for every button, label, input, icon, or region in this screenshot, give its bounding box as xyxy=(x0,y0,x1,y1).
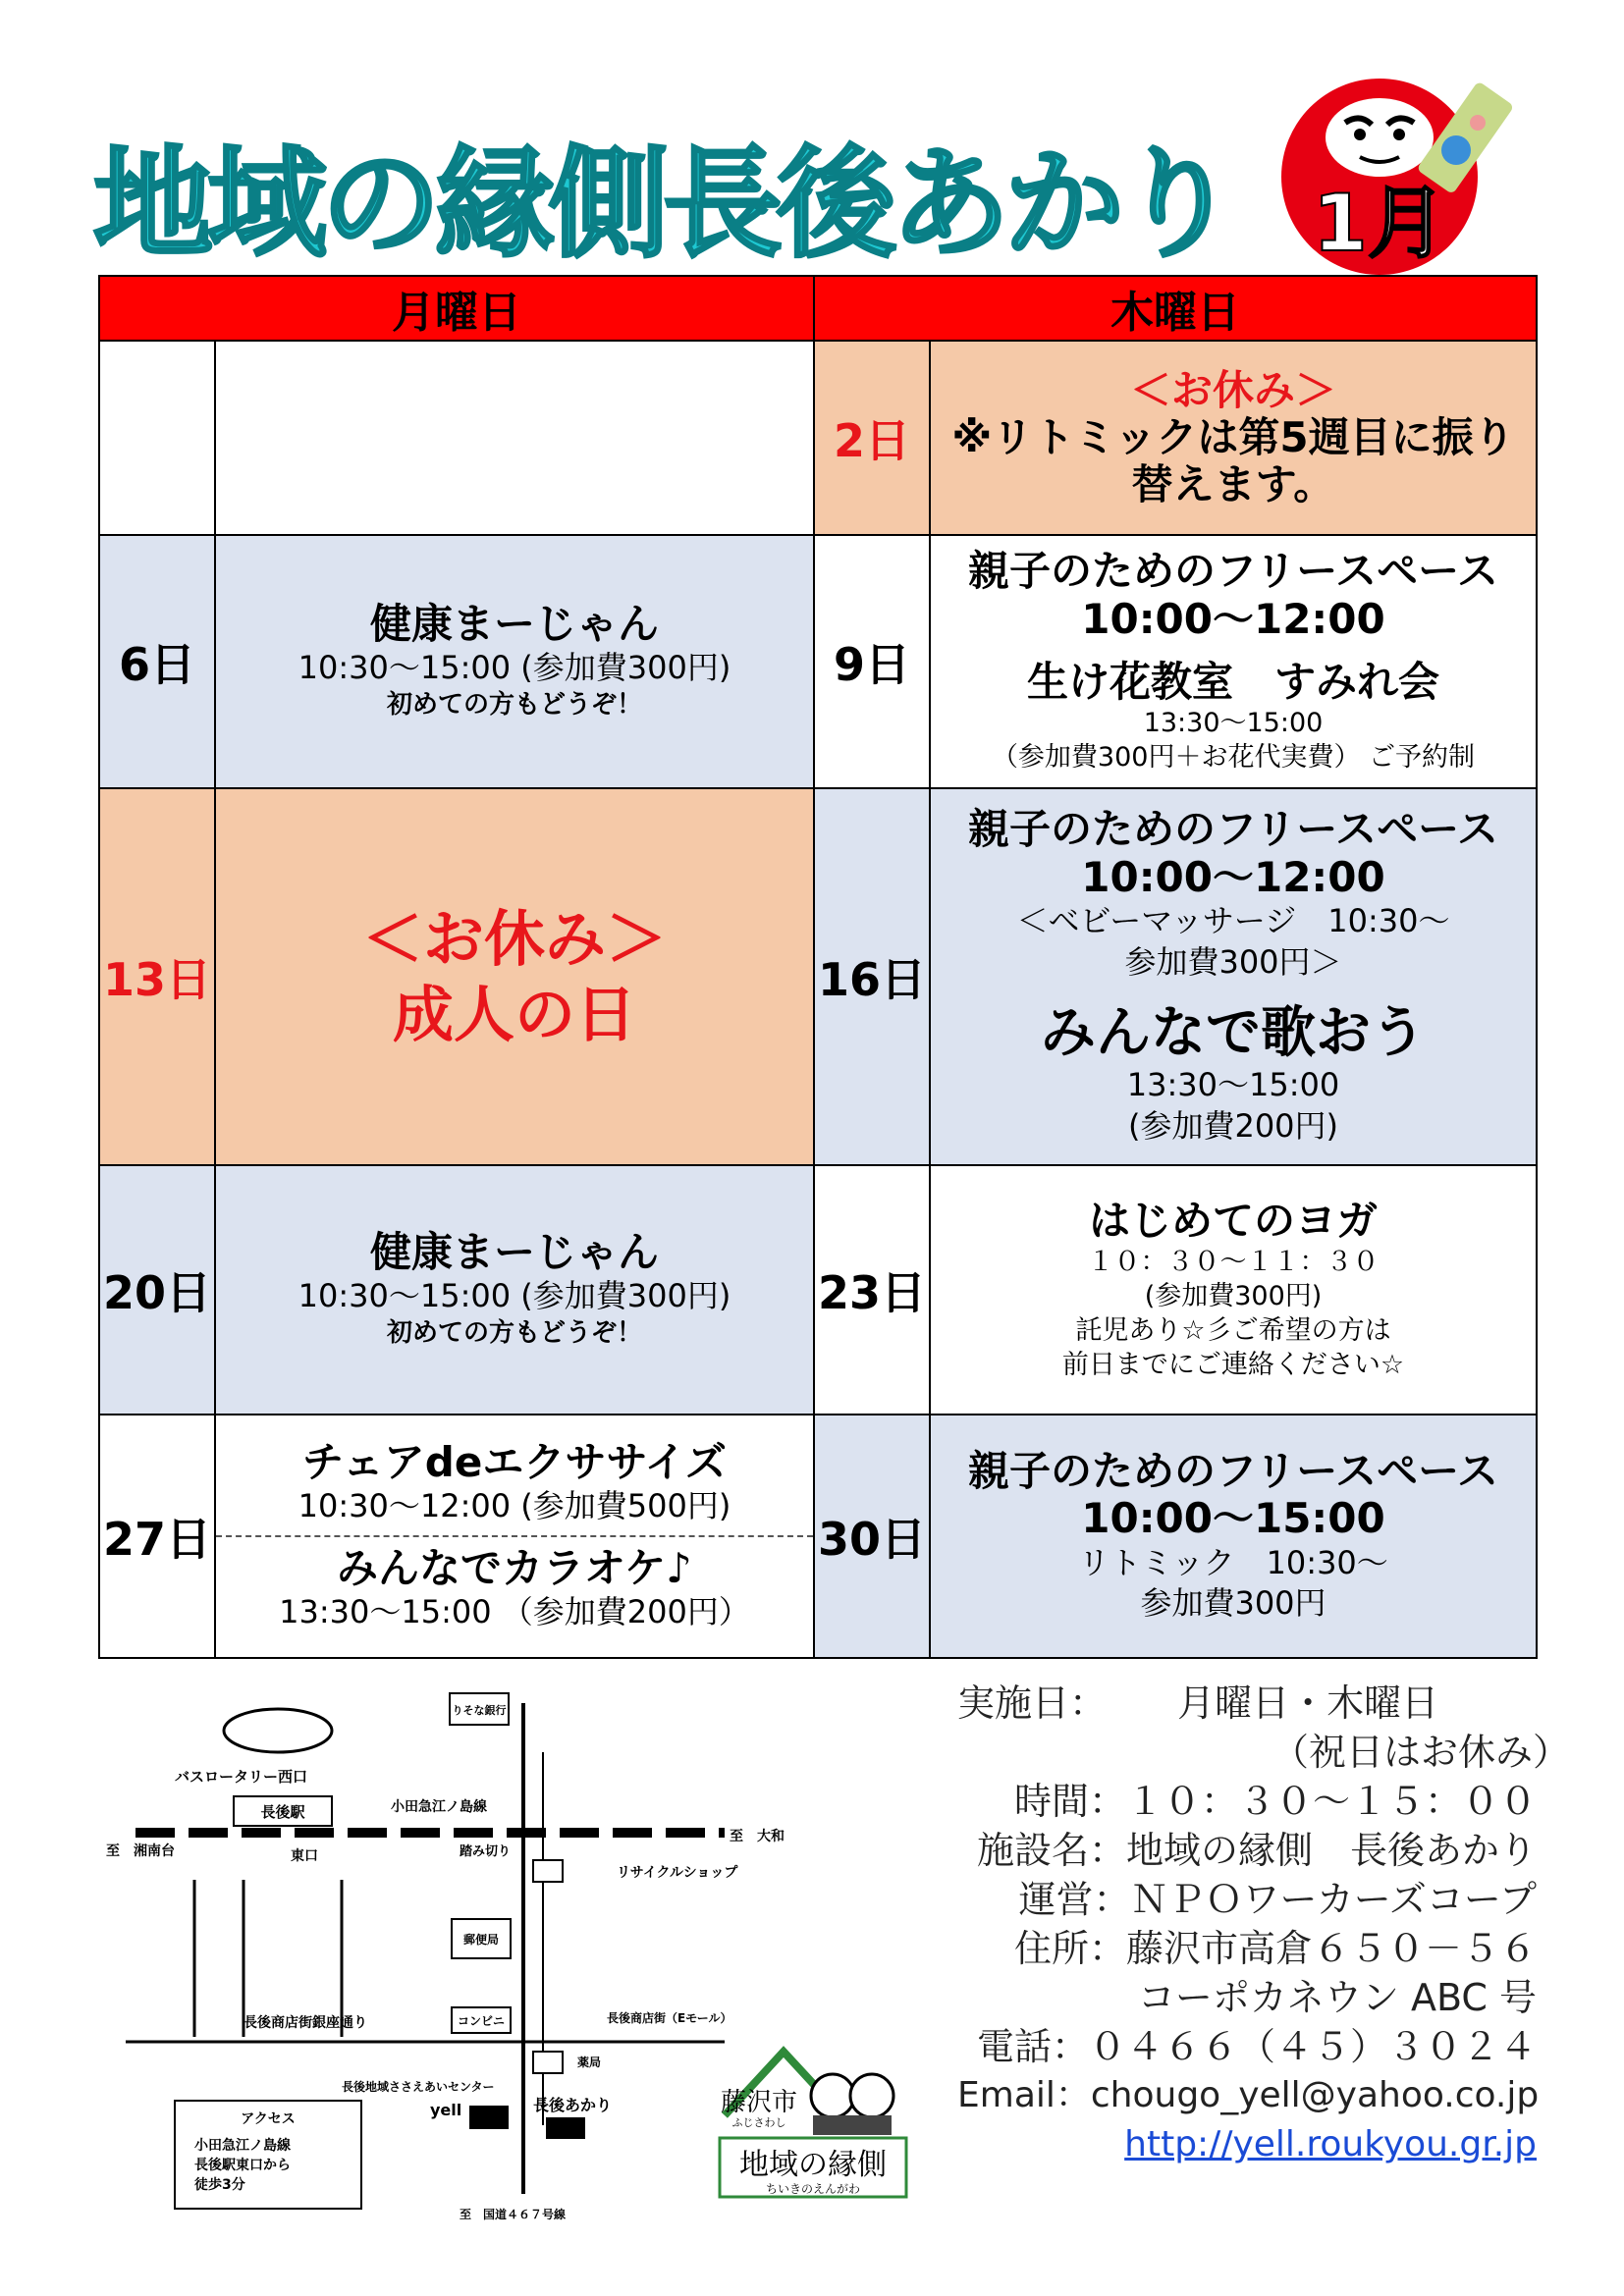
daruma-badge xyxy=(1262,44,1556,280)
monday-day-empty xyxy=(99,341,215,535)
event-title: 親子のためのフリースペース xyxy=(967,547,1499,596)
event-title: チェアdeエクササイズ xyxy=(302,1438,727,1487)
map-label-recycle: リサイクルショップ xyxy=(617,1865,738,1881)
event-title: 健康まーじゃん xyxy=(369,600,659,649)
event-time: 10:30～15:00 (参加費300円) xyxy=(298,649,731,687)
info-days-value: 月曜日・木曜日 xyxy=(1177,1682,1439,1725)
event-time: 13:30～15:00 xyxy=(1126,1066,1340,1104)
monday-event xyxy=(215,788,814,1165)
thursday-event xyxy=(930,1415,1537,1658)
event-title: 健康まーじゃん xyxy=(369,1228,659,1277)
event-fee: (参加費200円) xyxy=(1127,1107,1339,1146)
info-operator: 運営：ＮＰＯワーカーズコープ xyxy=(1018,1878,1537,1921)
event-note: ※リトミックは第5週目に振り替えます。 xyxy=(951,412,1515,509)
schedule-table xyxy=(98,275,1538,1659)
thursday-event xyxy=(930,1165,1537,1415)
thursday-event xyxy=(930,788,1537,1165)
info-time: 時間：１０：３０～１５：００ xyxy=(1013,1780,1537,1823)
map-label-akari: 長後あかり xyxy=(533,2096,613,2114)
monday-day: 27日 xyxy=(99,1415,215,1658)
holiday-reason: 成人の日 xyxy=(392,979,636,1050)
map-access-title: アクセス xyxy=(241,2111,296,2127)
map-access-line: 徒歩3分 xyxy=(194,2177,245,2193)
thursday-day: 16日 xyxy=(814,788,930,1165)
event-time: 10:00～15:00 xyxy=(1081,1494,1385,1543)
event-time: 10:00～12:00 xyxy=(1081,852,1385,901)
map-label-bank: りそな銀行 xyxy=(452,1704,507,1717)
table-row xyxy=(99,341,1537,535)
map-label-street: 長後商店街銀座通り xyxy=(244,2015,367,2031)
event-title: はじめてのヨガ xyxy=(1088,1196,1378,1245)
table-row xyxy=(99,1165,1537,1415)
event-note: （参加費300円＋お花代実費） ご予約制 xyxy=(991,742,1476,774)
thursday-header: 木曜日 xyxy=(814,276,1537,341)
info-address: コーポカネウン ABC 号 xyxy=(1137,1976,1537,2019)
divider xyxy=(216,1535,813,1537)
event-title: みんなで歌おう xyxy=(1041,1001,1426,1066)
event-sub: ＜ベビーマッサージ 10:30～ xyxy=(1016,901,1450,939)
logo-kana: ふじさわし xyxy=(731,2116,786,2129)
event-sub: 参加費300円 xyxy=(1140,1584,1326,1623)
map-label-to-yamato: 至 大和 xyxy=(730,1829,785,1844)
map-label-shopping: 長後商店街（Eモール） xyxy=(607,2011,732,2025)
info-url-link[interactable]: http://yell.roukyou.gr.jp xyxy=(1124,2124,1537,2164)
info-days-label: 実施日： xyxy=(957,1682,1108,1725)
map-label-east-exit: 東口 xyxy=(291,1848,318,1864)
monday-event xyxy=(215,1165,814,1415)
map-label-to-route: 至 国道４６７号線 xyxy=(460,2208,567,2221)
map-label-station: 長後駅 xyxy=(260,1803,305,1821)
info-phone: 電話：０４６６（４５）３０２４ xyxy=(976,2025,1537,2068)
logo-city: 藤沢市 xyxy=(720,2088,798,2117)
monday-header: 月曜日 xyxy=(99,276,814,341)
info-days xyxy=(957,1679,1537,1728)
thursday-day: 2日 xyxy=(814,341,930,535)
map-label-to-shonandai: 至 湘南台 xyxy=(106,1843,175,1859)
event-time: 10:30～12:00 (参加費500円) xyxy=(298,1487,731,1525)
thursday-day: 9日 xyxy=(814,535,930,788)
map-label-center: 長後地域ささえあいセンター xyxy=(342,2080,495,2094)
info-address: 住所：藤沢市高倉６５０－５６ xyxy=(1013,1927,1537,1970)
header-row xyxy=(99,276,1537,341)
event-time: 10:30～15:00 (参加費300円) xyxy=(298,1277,731,1315)
monday-day: 6日 xyxy=(99,535,215,788)
monday-event-empty xyxy=(215,341,814,535)
thursday-event xyxy=(930,341,1537,535)
monday-event xyxy=(215,535,814,788)
event-title: みんなでカラオケ♪ xyxy=(337,1544,692,1592)
event-sub: 参加費300円＞ xyxy=(1124,942,1342,981)
table-row xyxy=(99,535,1537,788)
info-facility: 施設名：地域の縁側 長後あかり xyxy=(976,1829,1537,1872)
engawa-logo xyxy=(715,2032,916,2209)
monday-day: 20日 xyxy=(99,1165,215,1415)
event-time: 13:30～15:00 （参加費200円） xyxy=(279,1593,750,1631)
page-title: 地域の縁側長後あかり xyxy=(93,134,1232,274)
holiday-label: ＜お休み＞ xyxy=(361,902,667,975)
monday-day: 13日 xyxy=(99,788,215,1165)
map-label-pharmacy: 薬局 xyxy=(577,2056,602,2069)
monday-event xyxy=(215,1415,814,1658)
event-time: 13:30～15:00 xyxy=(1143,708,1324,739)
thursday-day: 23日 xyxy=(814,1165,930,1415)
table-row xyxy=(99,788,1537,1165)
event-note: 初めての方もどうぞ！ xyxy=(386,690,642,721)
map-label-conbini: コンビニ xyxy=(457,2014,506,2028)
event-title: 親子のためのフリースペース xyxy=(967,805,1499,854)
map-label-crossing: 踏み切り xyxy=(460,1844,512,1859)
thursday-day: 30日 xyxy=(814,1415,930,1658)
event-time: １０：３０～１１：３０ xyxy=(1087,1246,1380,1277)
event-note: 初めての方もどうぞ！ xyxy=(386,1318,642,1349)
month-badge: 1月 xyxy=(1313,178,1446,269)
event-title: 親子のためのフリースペース xyxy=(967,1447,1499,1496)
event-time: 10:00～12:00 xyxy=(1081,594,1385,643)
info-email[interactable]: Email：chougo_yell@yahoo.co.jp xyxy=(957,2075,1540,2115)
logo-name: 地域の縁側 xyxy=(739,2148,887,2182)
event-title: 生け花教室 すみれ会 xyxy=(1026,658,1439,707)
event-note: 前日までにご連絡ください☆ xyxy=(1061,1350,1405,1381)
info-days-note: （祝日はお休み） xyxy=(1272,1731,1571,1774)
map-label-line: 小田急江ノ島線 xyxy=(391,1799,487,1815)
event-fee: (参加費300円) xyxy=(1144,1281,1323,1312)
info-block xyxy=(957,1679,1571,2169)
map-access-line: 長後駅東口から xyxy=(194,2158,291,2173)
table-row xyxy=(99,1415,1537,1658)
event-sub: リトミック 10:30～ xyxy=(1078,1543,1388,1581)
event-note: 託児あり☆彡ご希望の方は xyxy=(1075,1315,1391,1347)
holiday-label: ＜お休み＞ xyxy=(1129,365,1336,414)
thursday-event xyxy=(930,535,1537,788)
map-label-yell: yell xyxy=(430,2101,462,2119)
logo-sub: ちいきのえんがわ xyxy=(765,2182,861,2196)
map-access-line: 小田急江ノ島線 xyxy=(194,2138,291,2154)
map-label-post: 郵便局 xyxy=(462,1933,500,1947)
map-label-rotary: バスロータリー西口 xyxy=(175,1768,308,1786)
